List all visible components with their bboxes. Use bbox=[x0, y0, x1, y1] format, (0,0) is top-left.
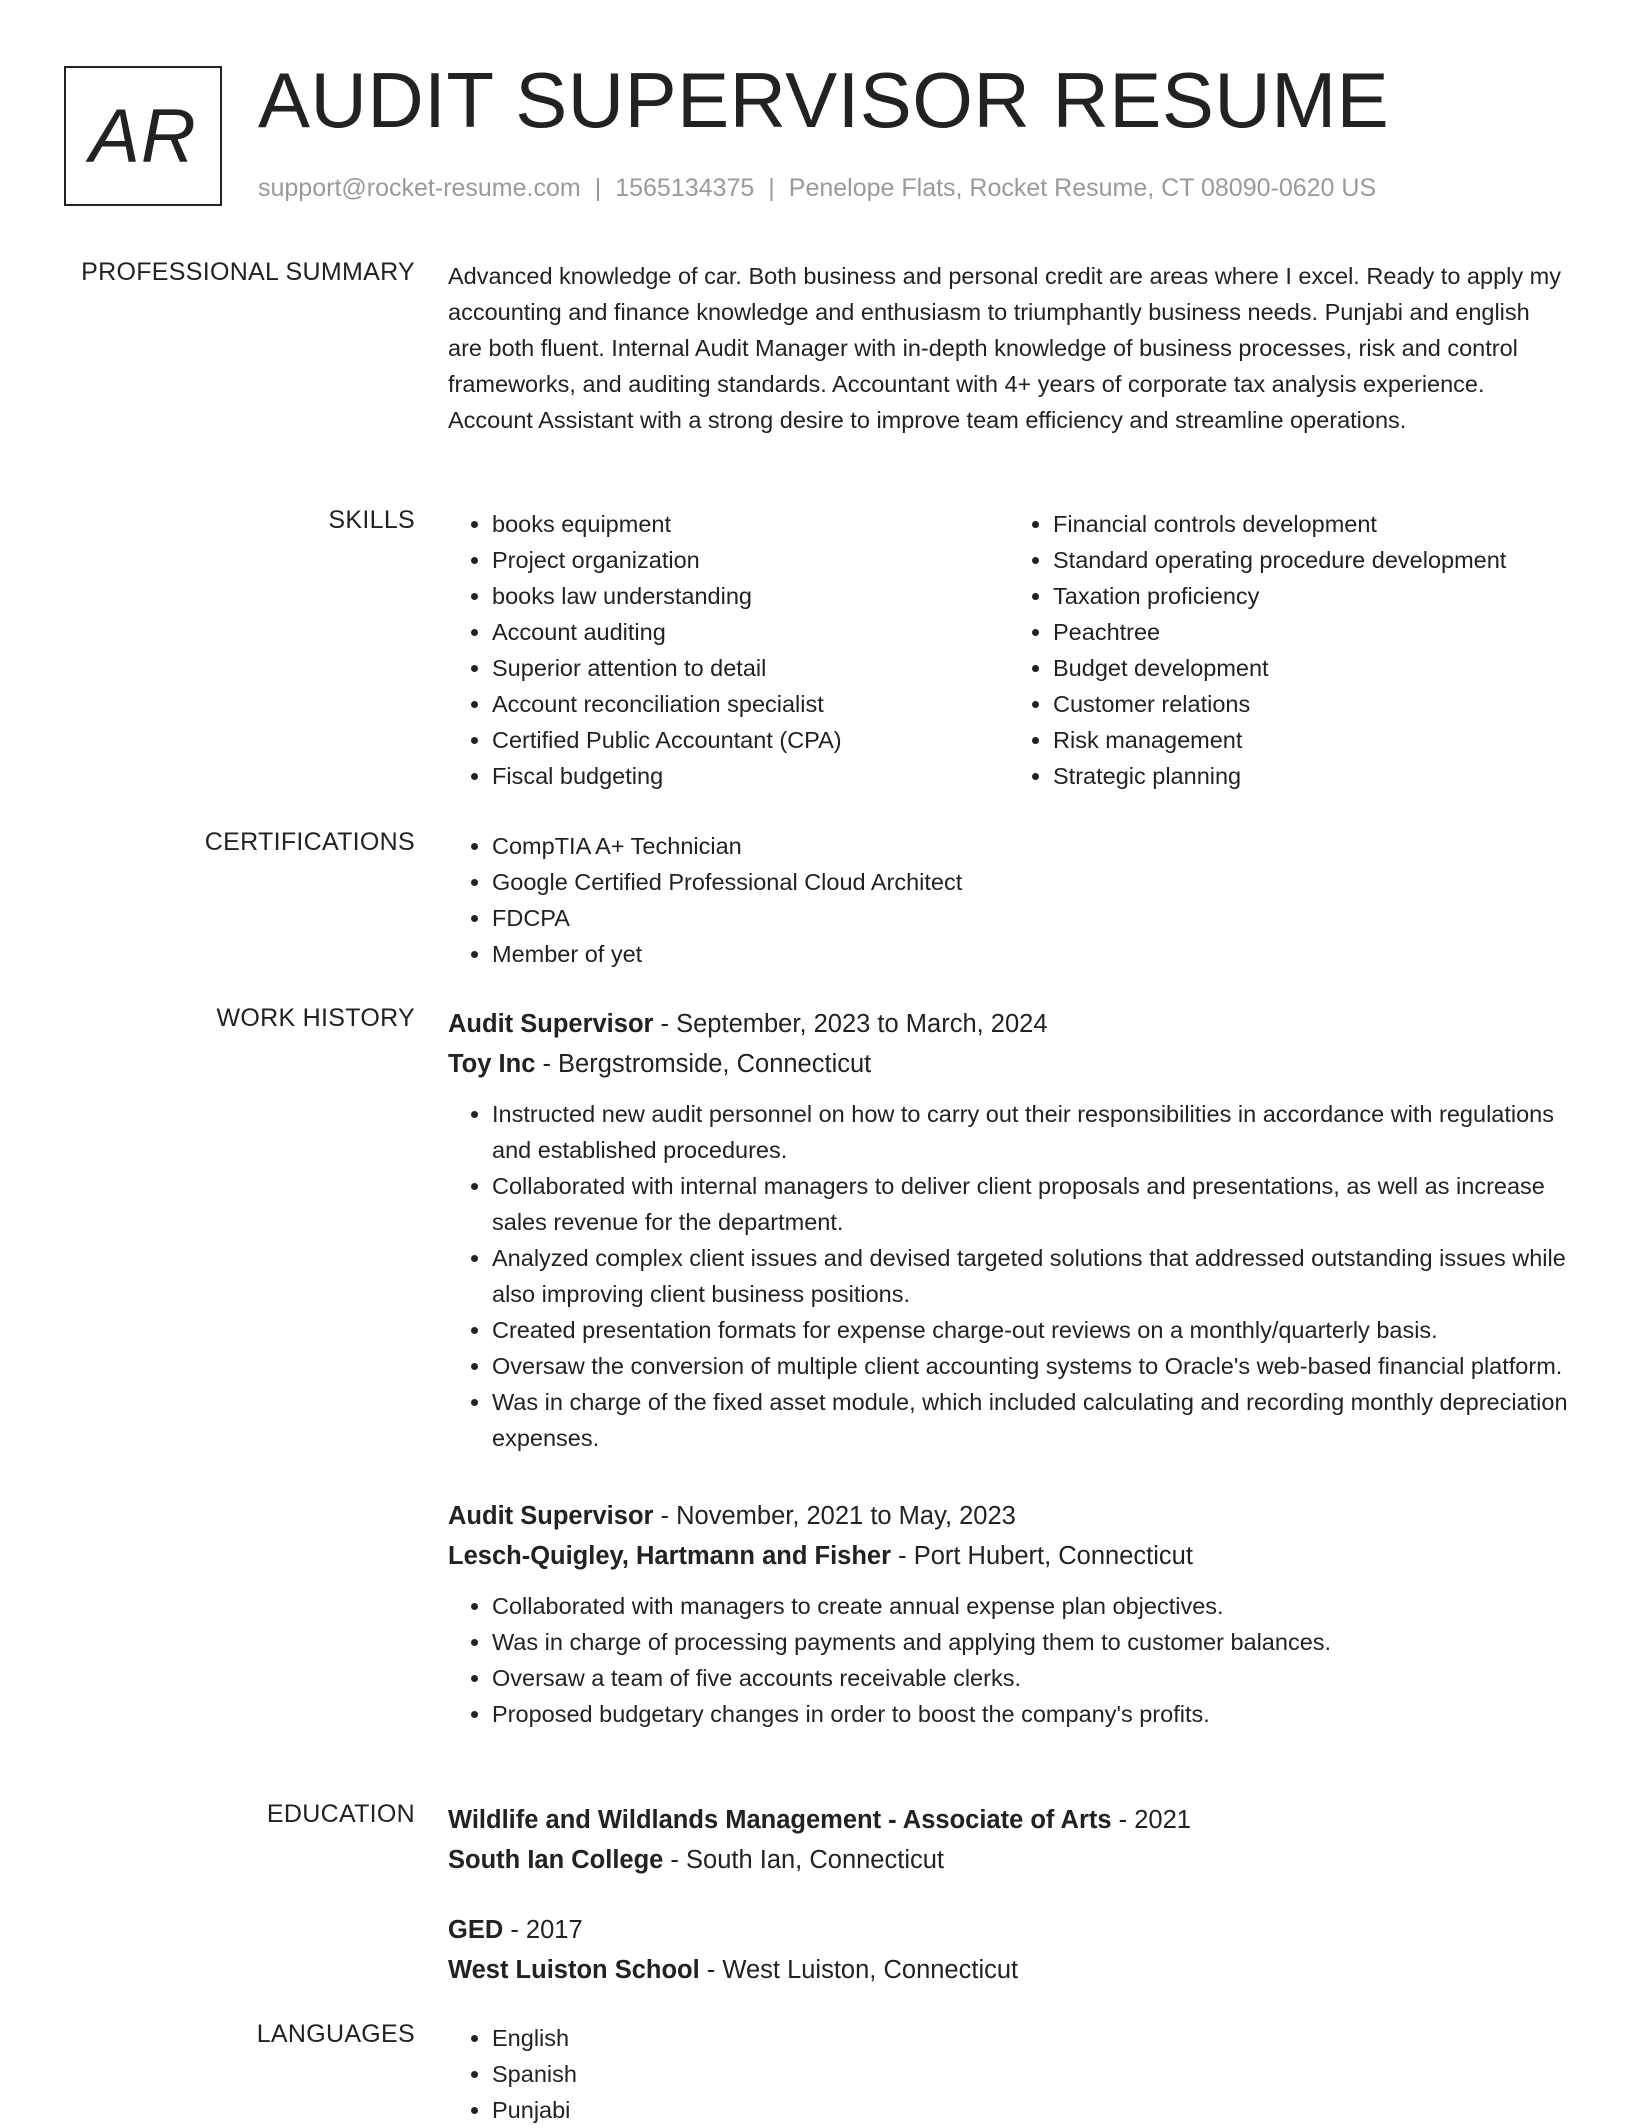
education-location: - South Ian, Connecticut bbox=[663, 1846, 945, 1874]
skill-item: • Superior attention to detail bbox=[492, 650, 1009, 686]
section-title: LANGUAGES bbox=[256, 2020, 415, 2048]
job-location: - Port Hubert, Connecticut bbox=[891, 1542, 1193, 1570]
job-location: - Bergstromside, Connecticut bbox=[535, 1050, 872, 1078]
education-location: - West Luiston, Connecticut bbox=[699, 1956, 1019, 1984]
skill-item: • Fiscal budgeting bbox=[492, 758, 1009, 794]
job-dates: - November, 2021 to May, 2023 bbox=[653, 1502, 1016, 1530]
contact-email[interactable]: support@rocket-resume.com bbox=[258, 174, 581, 202]
education-degree-line bbox=[448, 1910, 1570, 1950]
education-entry bbox=[448, 1800, 1570, 1880]
job-dates: - September, 2023 to March, 2024 bbox=[653, 1010, 1048, 1038]
language-item: • Punjabi bbox=[492, 2092, 1570, 2128]
job-duty: • Analyzed complex client issues and devised targeted solutions that addressed outstanding issues while also improving client business positions. bbox=[492, 1240, 1570, 1312]
job-company-line bbox=[448, 1536, 1570, 1576]
job-duty: • Was in charge of processing payments and applying them to customer balances. bbox=[492, 1624, 1570, 1660]
skill-item: • Standard operating procedure development bbox=[1053, 542, 1570, 578]
certification-item: • Member of yet bbox=[492, 936, 1570, 972]
skill-item: • books equipment bbox=[492, 506, 1009, 542]
skill-item: • Project organization bbox=[492, 542, 1009, 578]
skill-item: • Account reconciliation specialist bbox=[492, 686, 1009, 722]
skill-item: • Peachtree bbox=[1053, 614, 1570, 650]
job-company: Lesch-Quigley, Hartmann and Fisher bbox=[448, 1542, 892, 1570]
education-year: - 2017 bbox=[503, 1916, 583, 1944]
job-duties-list bbox=[448, 1588, 1570, 1732]
skill-item: • Budget development bbox=[1053, 650, 1570, 686]
education-degree-line bbox=[448, 1800, 1570, 1840]
section-body bbox=[448, 258, 1570, 438]
skill-item: • Taxation proficiency bbox=[1053, 578, 1570, 614]
certification-item: • Google Certified Professional Cloud Architect bbox=[492, 864, 1570, 900]
certifications-list bbox=[448, 828, 1570, 972]
skills-list-left bbox=[448, 506, 1009, 794]
job-title-line bbox=[448, 1496, 1570, 1536]
summary-text: Advanced knowledge of car. Both business and personal credit are areas where I excel. Ready to apply my accounting and finance knowledge and enthusiasm to triumphantly business needs. Punjabi and english are both fluent. Internal Audit Manager with in-depth knowledge of business processes, risk and control frameworks, and auditing standards. Accountant with 4+ years of corporate tax analysis experience. Account Assistant with a strong desire to improve team efficiency and streamline operations. bbox=[448, 263, 1561, 433]
monogram-logo: AR bbox=[64, 66, 222, 206]
education-entry bbox=[448, 1910, 1570, 1990]
section-title: PROFESSIONAL SUMMARY bbox=[81, 258, 415, 286]
language-item: • English bbox=[492, 2020, 1570, 2056]
skill-item: • Certified Public Accountant (CPA) bbox=[492, 722, 1009, 758]
education-school: West Luiston School bbox=[448, 1956, 700, 1984]
language-item: • Spanish bbox=[492, 2056, 1570, 2092]
skill-item: • Risk management bbox=[1053, 722, 1570, 758]
skill-item: • Financial controls development bbox=[1053, 506, 1570, 542]
section-title: WORK HISTORY bbox=[216, 1004, 415, 1032]
job-duty: • Instructed new audit personnel on how to carry out their responsibilities in accordance with regulations and established procedures. bbox=[492, 1096, 1570, 1168]
job-role: Audit Supervisor bbox=[448, 1010, 654, 1038]
education-school-line bbox=[448, 1840, 1570, 1880]
education-degree: GED bbox=[448, 1916, 504, 1944]
job-duties-list bbox=[448, 1096, 1570, 1456]
section-title: CERTIFICATIONS bbox=[204, 828, 415, 856]
job-company-line bbox=[448, 1044, 1570, 1084]
education-year: - 2021 bbox=[1111, 1806, 1191, 1834]
certification-item: • CompTIA A+ Technician bbox=[492, 828, 1570, 864]
resume-title: AUDIT SUPERVISOR RESUME bbox=[258, 56, 1390, 144]
section-title: EDUCATION bbox=[266, 1800, 415, 1828]
contact-address: Penelope Flats, Rocket Resume, CT 08090-0620 US bbox=[788, 174, 1377, 202]
job-duty: • Was in charge of the fixed asset module, which included calculating and recording monthly depreciation expenses. bbox=[492, 1384, 1570, 1456]
job-entry bbox=[448, 1496, 1570, 1732]
section-title: SKILLS bbox=[328, 506, 415, 534]
contact-line bbox=[258, 174, 1376, 203]
section-body bbox=[448, 1004, 1570, 1732]
skill-item: • Customer relations bbox=[1053, 686, 1570, 722]
contact-separator: | bbox=[594, 174, 602, 202]
job-entry bbox=[448, 1004, 1570, 1456]
section-body bbox=[448, 1800, 1570, 1990]
job-duty: • Oversaw a team of five accounts receivable clerks. bbox=[492, 1660, 1570, 1696]
skill-item: • Strategic planning bbox=[1053, 758, 1570, 794]
job-title-line bbox=[448, 1004, 1570, 1044]
contact-separator: | bbox=[768, 174, 775, 202]
education-school: South Ian College bbox=[448, 1846, 664, 1874]
job-duty: • Proposed budgetary changes in order to boost the company's profits. bbox=[492, 1696, 1570, 1732]
skill-item: • books law understanding bbox=[492, 578, 1009, 614]
education-degree: Wildlife and Wildlands Management - Associate of Arts bbox=[448, 1806, 1112, 1834]
job-duty: • Collaborated with internal managers to deliver client proposals and presentations, as well as increase sales revenue for the department. bbox=[492, 1168, 1570, 1240]
skill-item: • Account auditing bbox=[492, 614, 1009, 650]
certification-item: • FDCPA bbox=[492, 900, 1570, 936]
job-duty: • Oversaw the conversion of multiple client accounting systems to Oracle's web-based financial platform. bbox=[492, 1348, 1570, 1384]
job-duty: • Created presentation formats for expense charge-out reviews on a monthly/quarterly basis. bbox=[492, 1312, 1570, 1348]
job-company: Toy Inc bbox=[448, 1050, 536, 1078]
skills-list-right bbox=[1009, 506, 1570, 794]
contact-phone[interactable]: 1565134375 bbox=[615, 174, 755, 202]
section-body bbox=[448, 828, 1570, 972]
job-role: Audit Supervisor bbox=[448, 1502, 654, 1530]
education-school-line bbox=[448, 1950, 1570, 1990]
job-duty: • Collaborated with managers to create annual expense plan objectives. bbox=[492, 1588, 1570, 1624]
skills-grid bbox=[448, 506, 1570, 794]
